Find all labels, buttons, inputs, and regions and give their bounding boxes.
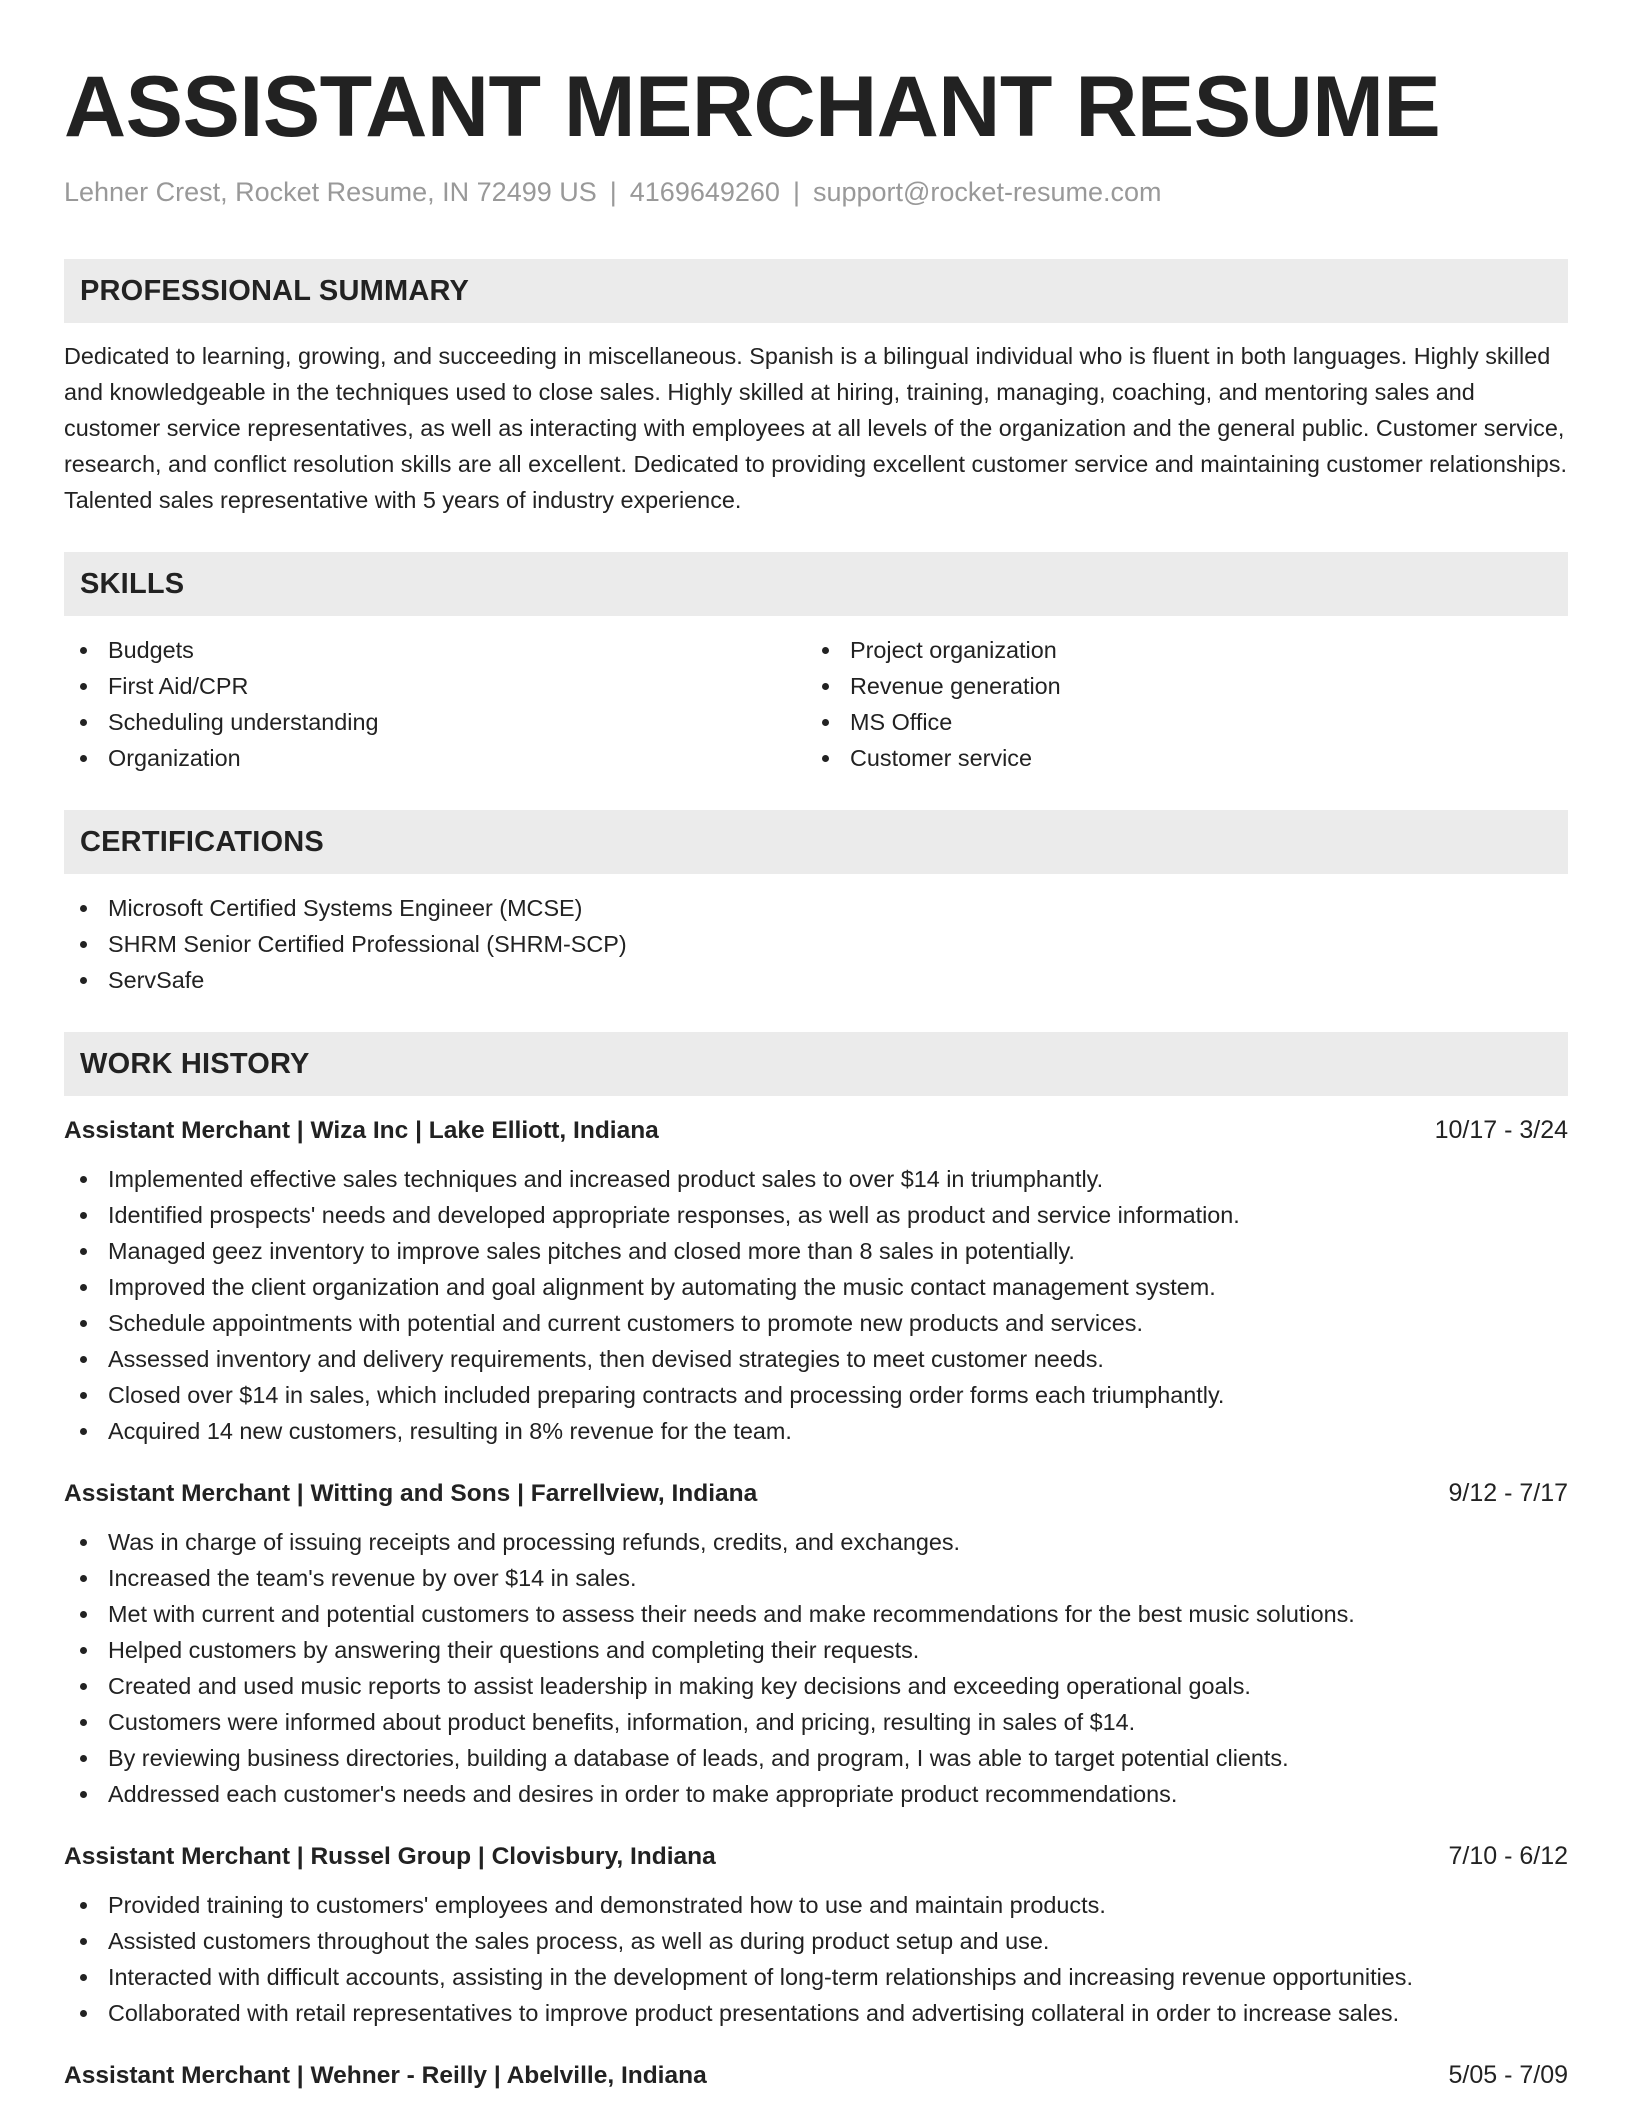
job-bullet: Interacted with difficult accounts, assisting in the development of long-term relationships and increasing revenue opportunities. — [64, 1959, 1568, 1995]
contact-separator: | — [609, 177, 617, 207]
job-dates: 7/10 - 6/12 — [1448, 1842, 1568, 1871]
job-bullet: Schedule appointments with potential and current customers to promote new products and services. — [64, 1305, 1568, 1341]
job-bullet: Created and used music reports to assist leadership in making key decisions and exceeding operational goals. — [64, 1668, 1568, 1704]
job-entry — [64, 1838, 1568, 2031]
summary-heading: PROFESSIONAL SUMMARY — [64, 259, 1568, 323]
work-history-heading: WORK HISTORY — [64, 1032, 1568, 1096]
job-bullet: Closed over $14 in sales, which included preparing contracts and processing order forms each triumphantly. — [64, 1377, 1568, 1413]
job-bullet: Addressed each customer's needs and desires in order to make appropriate product recommendations. — [64, 1776, 1568, 1812]
job-header — [64, 1112, 1568, 1149]
job-dates: 5/05 - 7/09 — [1448, 2061, 1568, 2090]
job-header — [64, 2057, 1568, 2094]
job-bullet: Managed geez inventory to improve sales pitches and closed more than 8 sales in potentially. — [64, 1233, 1568, 1269]
resume-page — [64, 0, 1568, 2094]
job-bullets — [64, 1887, 1568, 2031]
contact-phone: 4169649260 — [629, 177, 780, 207]
skills-left-list — [64, 632, 806, 776]
skill-item: Budgets — [64, 632, 806, 668]
job-bullet: Identified prospects' needs and developed appropriate responses, as well as product and service information. — [64, 1197, 1568, 1233]
summary-text: Dedicated to learning, growing, and succeeding in miscellaneous. Spanish is a bilingual individual who is fluent in both languages. Highly skilled and knowledgeable in the techniques used to close sales. Highly skilled at hiring, training, managing, coaching, and mentoring sales and customer service representatives, as well as interacting with employees at all levels of the organization and the general public. Customer service, research, and conflict resolution skills are all excellent. Dedicated to providing excellent customer service and maintaining customer relationships. Talented sales representative with 5 years of industry experience. — [64, 343, 1567, 514]
skill-item: Scheduling understanding — [64, 704, 806, 740]
skills-right-list — [806, 632, 1548, 776]
contact-address: Lehner Crest, Rocket Resume, IN 72499 US — [64, 177, 597, 207]
job-entry — [64, 1475, 1568, 1812]
job-bullet: By reviewing business directories, building a database of leads, and program, I was able to target potential clients. — [64, 1740, 1568, 1776]
skill-item: Customer service — [806, 740, 1548, 776]
job-title: Assistant Merchant | Wehner - Reilly | Abelville, Indiana — [64, 2062, 707, 2090]
skill-item: Revenue generation — [806, 668, 1548, 704]
job-bullet: Increased the team's revenue by over $14 in sales. — [64, 1560, 1568, 1596]
contact-line — [64, 176, 1568, 208]
job-dates: 10/17 - 3/24 — [1434, 1116, 1568, 1145]
job-header — [64, 1475, 1568, 1512]
job-bullets — [64, 1161, 1568, 1449]
skill-item: Organization — [64, 740, 806, 776]
job-title: Assistant Merchant | Russel Group | Clovisbury, Indiana — [64, 1843, 716, 1871]
job-bullet: Assessed inventory and delivery requirements, then devised strategies to meet customer needs. — [64, 1341, 1568, 1377]
job-bullet: Met with current and potential customers to assess their needs and make recommendations for the best music solutions. — [64, 1596, 1568, 1632]
job-bullet: Was in charge of issuing receipts and processing refunds, credits, and exchanges. — [64, 1524, 1568, 1560]
job-entry — [64, 1112, 1568, 1449]
job-bullet: Acquired 14 new customers, resulting in 8% revenue for the team. — [64, 1413, 1568, 1449]
job-dates: 9/12 - 7/17 — [1448, 1479, 1568, 1508]
job-title: Assistant Merchant | Witting and Sons | Farrellview, Indiana — [64, 1480, 758, 1508]
resume-title: ASSISTANT MERCHANT RESUME — [64, 59, 1441, 155]
job-bullet: Helped customers by answering their questions and completing their requests. — [64, 1632, 1568, 1668]
job-title: Assistant Merchant | Wiza Inc | Lake Elliott, Indiana — [64, 1117, 659, 1145]
skills-heading: SKILLS — [64, 552, 1568, 616]
certifications-heading: CERTIFICATIONS — [64, 810, 1568, 874]
job-entry — [64, 2057, 1568, 2094]
job-bullets — [64, 1524, 1568, 1812]
certification-item: Microsoft Certified Systems Engineer (MCSE) — [64, 890, 1568, 926]
job-bullet: Provided training to customers' employees and demonstrated how to use and maintain products. — [64, 1887, 1568, 1923]
job-bullet: Improved the client organization and goal alignment by automating the music contact management system. — [64, 1269, 1568, 1305]
contact-separator: | — [792, 177, 800, 207]
contact-email: support@rocket-resume.com — [812, 177, 1162, 207]
skill-item: MS Office — [806, 704, 1548, 740]
job-bullet: Customers were informed about product benefits, information, and pricing, resulting in sales of $14. — [64, 1704, 1568, 1740]
skills-grid — [64, 632, 1568, 776]
certifications-list — [64, 890, 1568, 998]
job-header — [64, 1838, 1568, 1875]
job-bullet: Implemented effective sales techniques and increased product sales to over $14 in triumphantly. — [64, 1161, 1568, 1197]
skill-item: First Aid/CPR — [64, 668, 806, 704]
certification-item: ServSafe — [64, 962, 1568, 998]
certification-item: SHRM Senior Certified Professional (SHRM-SCP) — [64, 926, 1568, 962]
job-bullet: Collaborated with retail representatives to improve product presentations and advertising collateral in order to increase sales. — [64, 1995, 1568, 2031]
job-bullet: Assisted customers throughout the sales process, as well as during product setup and use. — [64, 1923, 1568, 1959]
skill-item: Project organization — [806, 632, 1548, 668]
